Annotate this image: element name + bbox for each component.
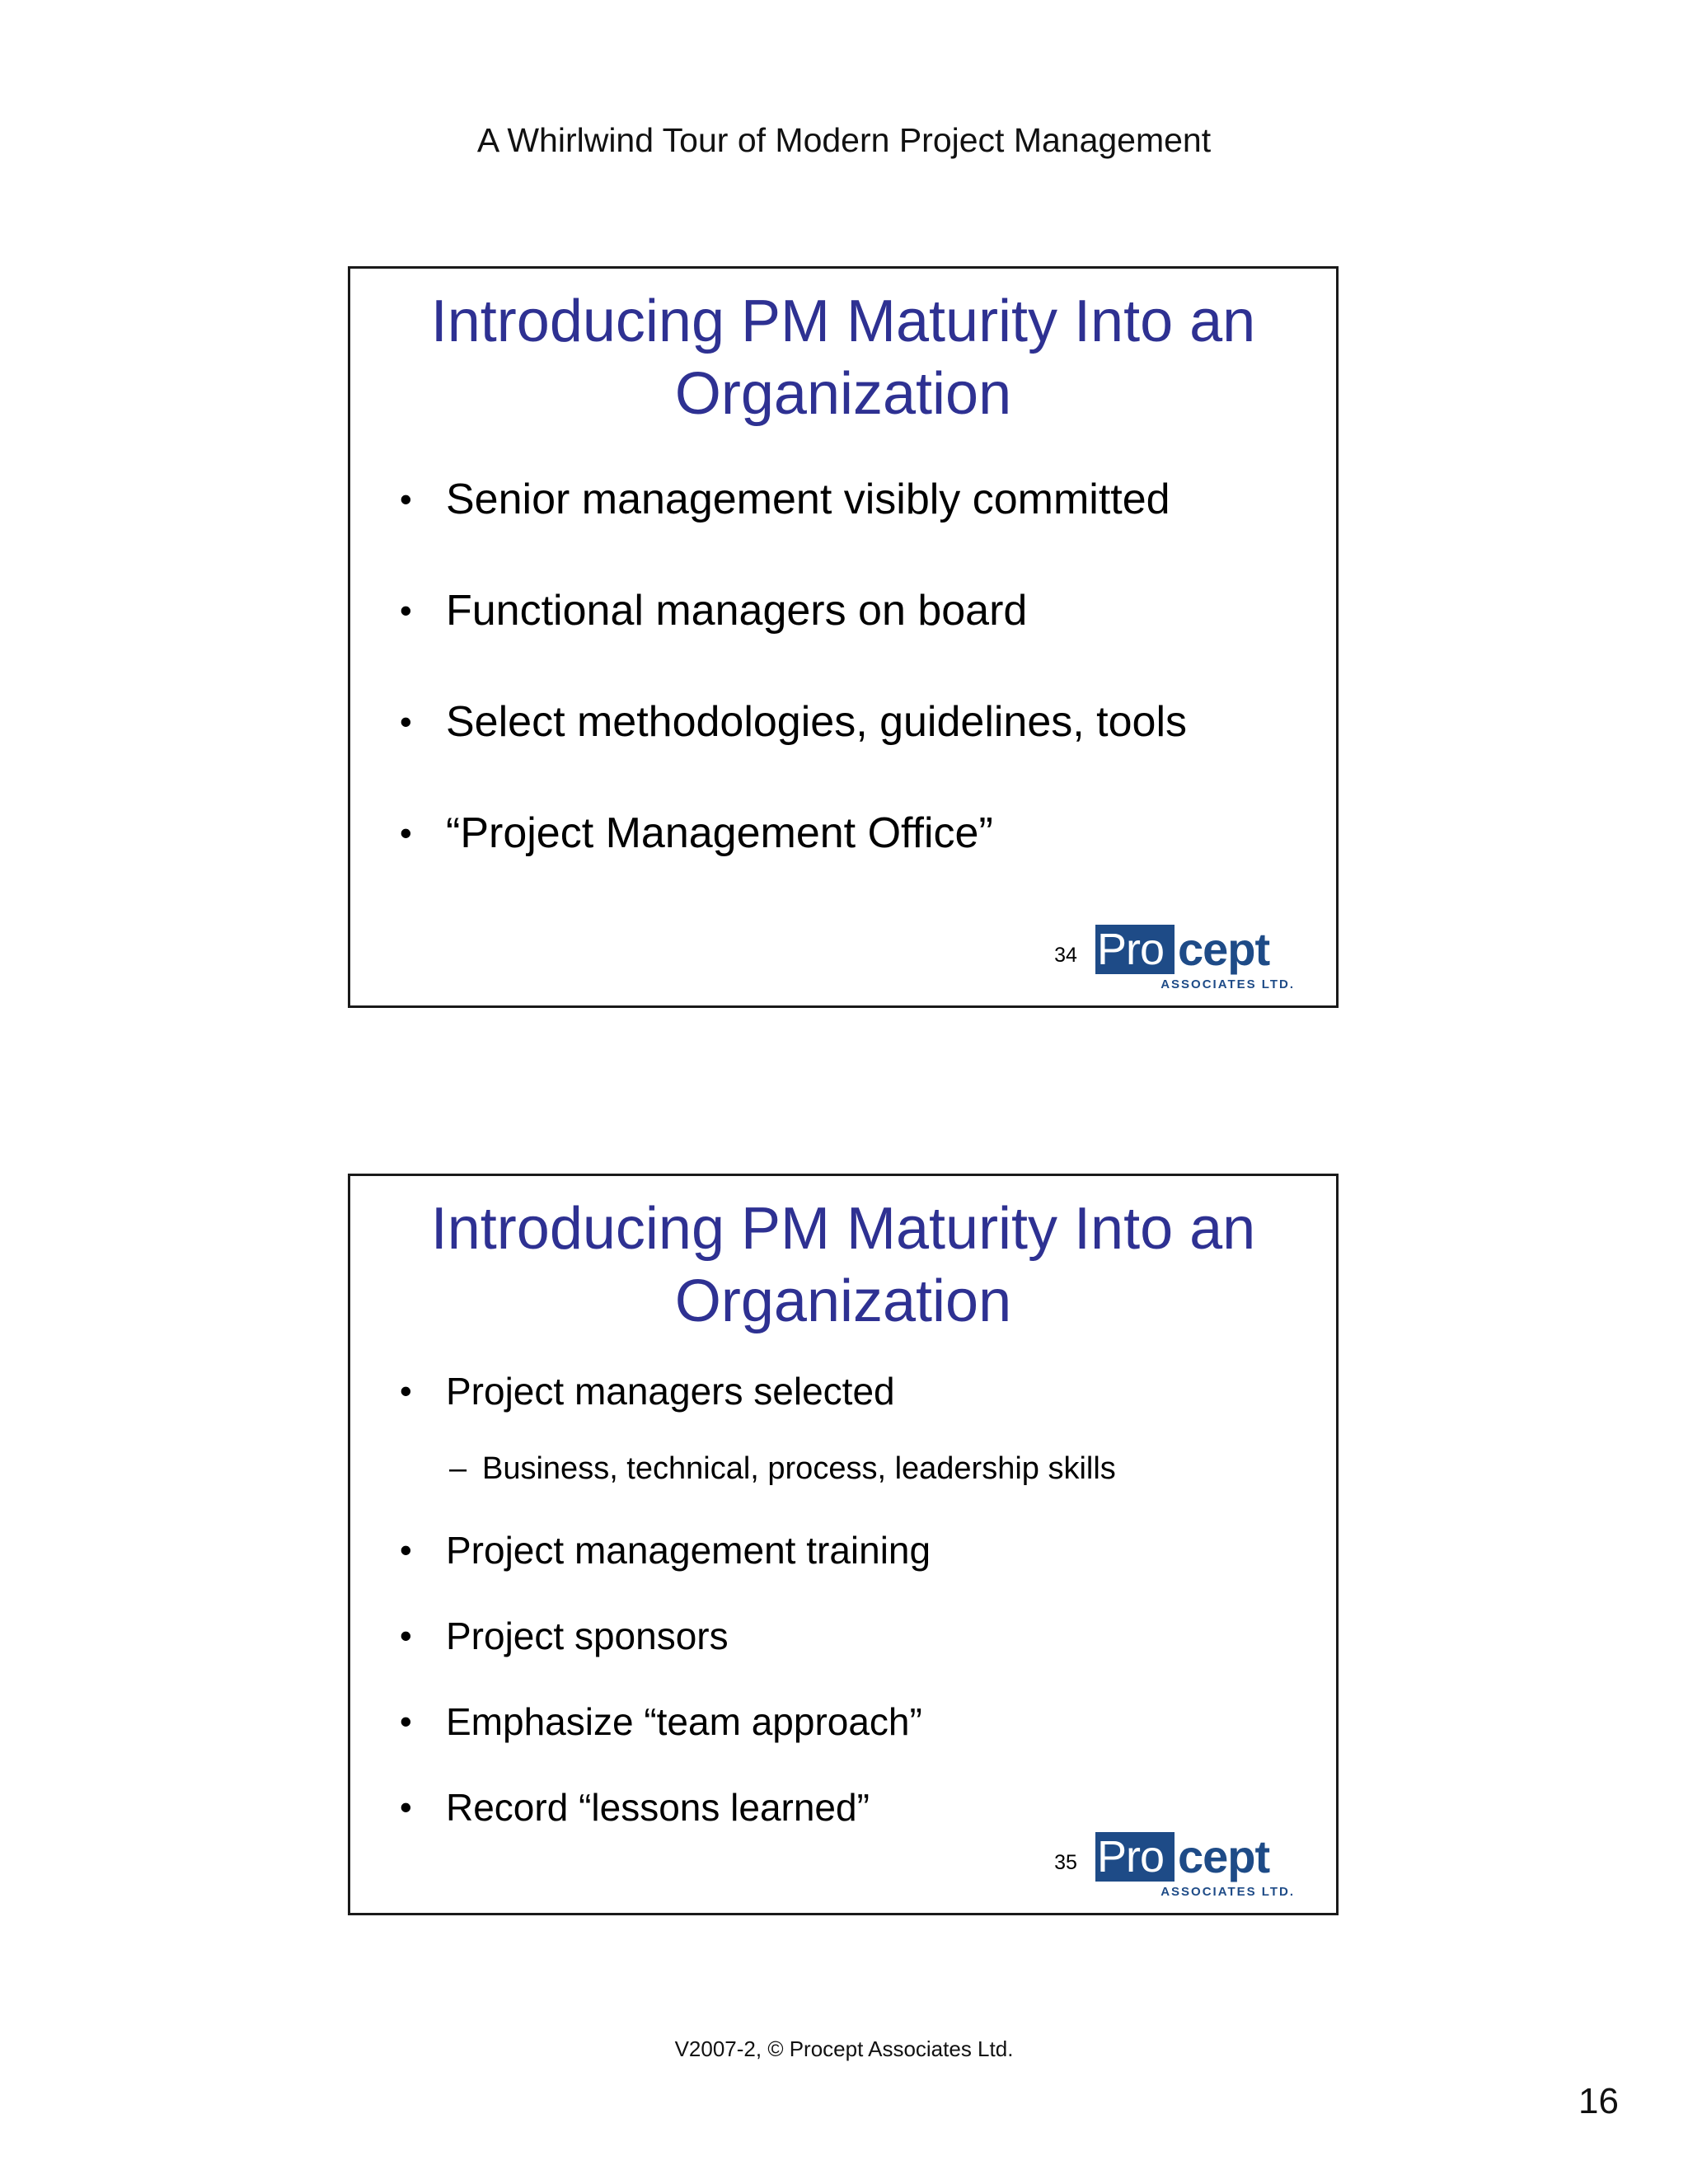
bullet-marker: • (400, 702, 412, 741)
document-footer: V2007-2, © Procept Associates Ltd. (674, 2036, 1014, 2061)
slide-35 (348, 1174, 1339, 1915)
bullet-marker: • (400, 1702, 412, 1741)
logo-pro-text: Pro (1097, 1832, 1165, 1882)
bullet-marker: • (400, 591, 412, 630)
bullet-text: Functional managers on board (446, 587, 1028, 635)
bullet-text: “Project Management Office” (446, 809, 993, 857)
logo-pro-text: Pro (1097, 925, 1165, 974)
procept-logo (1095, 1832, 1310, 1900)
slide-title-line-1: Introducing PM Maturity Into an (430, 288, 1256, 354)
sub-bullet-text: Business, technical, process, leadership skills (482, 1451, 1116, 1486)
sub-bullet-marker: – (449, 1451, 467, 1486)
bullet-marker: • (400, 1616, 412, 1655)
bullet-text: Project management training (446, 1529, 931, 1572)
slide-number: 34 (1054, 944, 1077, 967)
bullet-marker: • (400, 813, 412, 852)
bullet-text: Emphasize “team approach” (446, 1700, 922, 1743)
logo-cept-text: cept (1178, 1830, 1270, 1882)
slide-title-line-1: Introducing PM Maturity Into an (430, 1196, 1256, 1262)
page-number: 16 (1578, 2081, 1619, 2121)
bullet-text: Senior management visibly committed (446, 476, 1170, 523)
bullet-text: Record “lessons learned” (446, 1786, 870, 1829)
slide-title-line-2: Organization (674, 361, 1012, 427)
logo-subtitle: ASSOCIATES LTD. (1160, 1885, 1295, 1899)
document-header: A Whirlwind Tour of Modern Project Management (476, 121, 1212, 159)
slide-34 (348, 266, 1339, 1008)
bullet-marker: • (400, 1530, 412, 1569)
bullet-text: Select methodologies, guidelines, tools (446, 698, 1188, 746)
bullet-marker: • (400, 1788, 412, 1826)
slide-title (350, 285, 1336, 430)
slide-title-line-2: Organization (674, 1268, 1012, 1334)
slide-title (350, 1193, 1336, 1338)
bullet-marker: • (400, 1371, 412, 1410)
bullet-text: Project managers selected (446, 1370, 895, 1413)
bullet-marker: • (400, 480, 412, 518)
bullet-text: Project sponsors (446, 1615, 729, 1657)
logo-cept-text: cept (1178, 923, 1270, 975)
logo-subtitle: ASSOCIATES LTD. (1160, 977, 1295, 991)
slide-number: 35 (1054, 1851, 1077, 1874)
procept-logo (1095, 925, 1310, 992)
